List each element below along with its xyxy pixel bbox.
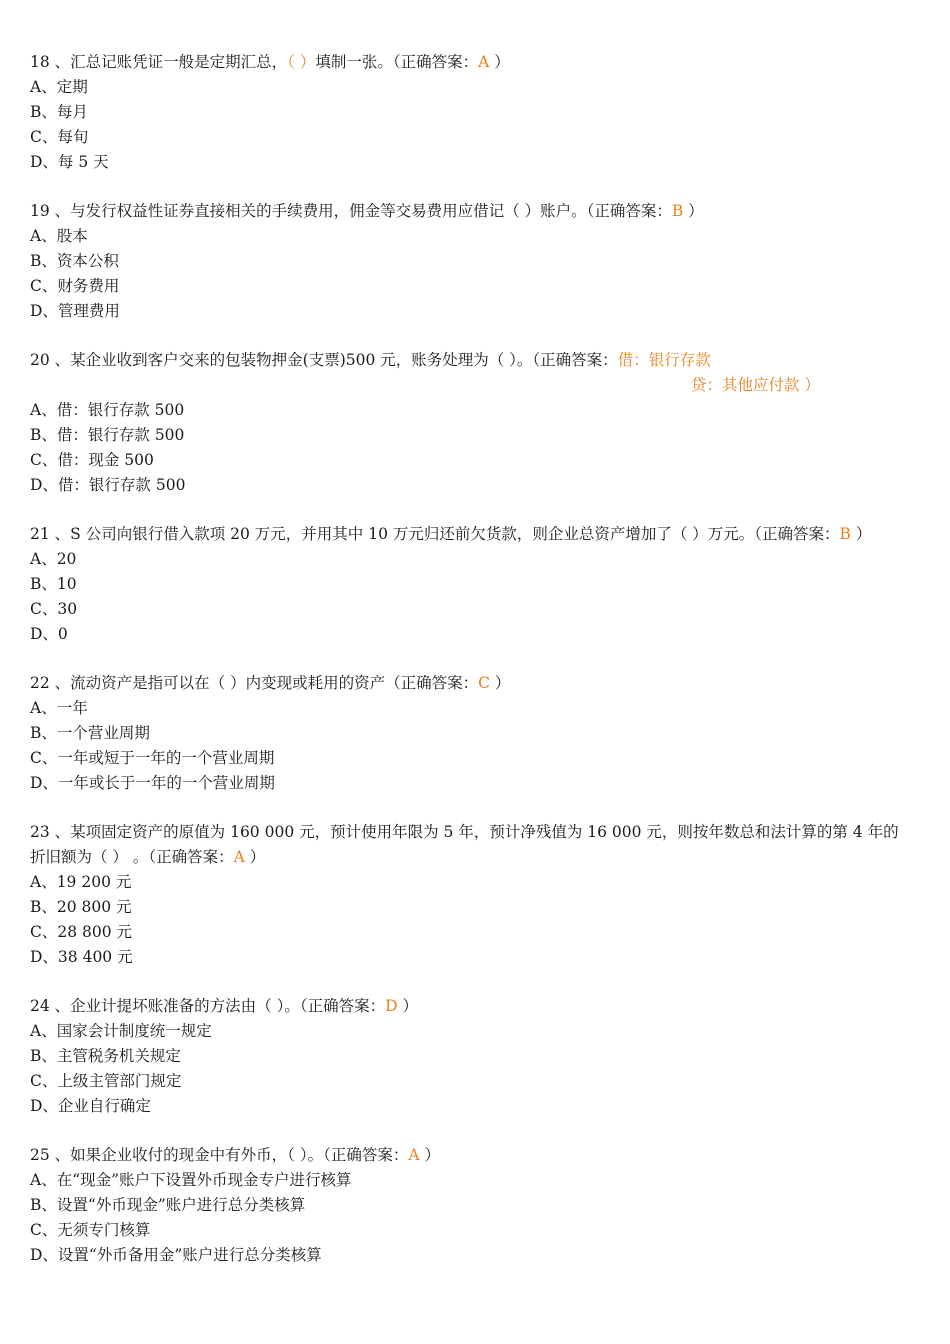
correct-answer-line2: 贷：其他应付款 (691, 375, 800, 394)
correct-answer: 借：银行存款 (617, 351, 711, 370)
stem-tail: 填制一张。（正确答案： (315, 53, 479, 71)
option-c: C、财务费用 (30, 276, 120, 295)
option-a: A、在“现金”账户下设置外币现金专户进行核算 (30, 1170, 352, 1189)
answer-close: ） (799, 375, 820, 394)
option-b: B、10 (30, 574, 77, 593)
option-b: B、每月 (30, 102, 88, 121)
question-25 (30, 1143, 900, 1268)
option-c: C、28 800 元 (30, 922, 133, 941)
answer-close: ） (489, 53, 510, 71)
stem-text: 19 、与发行权益性证券直接相关的手续费用，佣金等交易费用应借记（ ）账户。（正确答案： (30, 202, 672, 221)
option-b: B、主管税务机关规定 (30, 1046, 181, 1065)
option-c: C、30 (30, 599, 78, 618)
option-b: B、20 800 元 (30, 897, 132, 916)
option-d: D、38 400 元 (30, 947, 133, 966)
question-20 (30, 348, 900, 497)
option-a: A、国家会计制度统一规定 (30, 1021, 212, 1040)
question-stem (30, 1143, 900, 1168)
question-22 (30, 671, 900, 796)
option-a: A、20 (30, 549, 77, 568)
question-24 (30, 994, 900, 1119)
document-page (30, 50, 900, 1292)
option-c: C、无须专门核算 (30, 1220, 151, 1239)
option-c: C、上级主管部门规定 (30, 1071, 182, 1090)
question-21 (30, 522, 900, 647)
correct-answer-continued (30, 373, 900, 398)
answer-close: ） (489, 674, 511, 693)
option-d: D、企业自行确定 (30, 1096, 151, 1115)
question-19 (30, 199, 900, 324)
answer-close: ） (683, 202, 704, 221)
option-c: C、一年或短于一年的一个营业周期 (30, 748, 275, 767)
option-a: A、借：银行存款 500 (30, 400, 185, 419)
stem-text: 24 、企业计提坏账准备的方法由（ ）。（正确答案： (30, 997, 386, 1015)
correct-answer: A (408, 1146, 420, 1165)
option-a: A、一年 (30, 698, 88, 717)
correct-answer: B (671, 202, 684, 221)
answer-close: ） (397, 997, 418, 1015)
stem-text: 23 、某项固定资产的原值为 160 000 元，预计使用年限为 5 年，预计净残值为 16 000 元，则按年数总和法计算的第 4 年的折旧额为（ ） 。（正确答案： (30, 823, 899, 866)
correct-answer: D (385, 997, 398, 1015)
stem-text: 22 、流动资产是指可以在（ ）内变现或耗用的资产（正确答案： (30, 674, 479, 693)
option-b: B、资本公积 (30, 251, 119, 270)
question-stem (30, 348, 900, 373)
option-d: D、一年或长于一年的一个营业周期 (30, 773, 275, 792)
question-stem (30, 820, 900, 870)
option-a: A、股本 (30, 226, 88, 245)
answer-close: ） (244, 847, 266, 866)
stem-text: 25 、如果企业收付的现金中有外币，（ ）。（正确答案： (30, 1146, 409, 1165)
question-stem (30, 671, 900, 696)
option-d: D、设置“外币备用金”账户进行总分类核算 (30, 1245, 322, 1264)
option-c: C、每旬 (30, 127, 89, 146)
question-stem (30, 994, 900, 1019)
question-23 (30, 820, 900, 969)
stem-text: 21 、S 公司向银行借入款项 20 万元，并用其中 10 万元归还前欠货款，则企业总资产增加了（ ）万元。（正确答案： (30, 525, 840, 543)
question-stem (30, 522, 900, 547)
blank-marker: （ ） (287, 53, 316, 71)
option-a: A、19 200 元 (30, 872, 132, 891)
correct-answer: B (839, 525, 851, 543)
correct-answer: A (233, 847, 245, 866)
question-18 (30, 50, 900, 175)
option-c: C、借：现金 500 (30, 450, 154, 469)
stem-text: 18 、汇总记账凭证一般是定期汇总， (30, 53, 288, 71)
option-d: D、0 (30, 624, 68, 643)
correct-answer: A (478, 53, 490, 71)
correct-answer: C (478, 674, 490, 693)
option-d: D、每 5 天 (30, 152, 109, 171)
option-a: A、定期 (30, 77, 88, 96)
question-stem (30, 199, 900, 224)
question-stem (30, 50, 900, 75)
stem-text: 20 、某企业收到客户交来的包装物押金(支票)500 元，账务处理为（ ）。（正确答案： (30, 351, 618, 370)
option-b: B、一个营业周期 (30, 723, 150, 742)
option-b: B、借：银行存款 500 (30, 425, 185, 444)
answer-close: ） (419, 1146, 440, 1165)
option-d: D、管理费用 (30, 301, 120, 320)
option-d: D、借：银行存款 500 (30, 475, 186, 494)
option-b: B、设置“外币现金”账户进行总分类核算 (30, 1195, 306, 1214)
answer-close: ） (850, 525, 872, 543)
